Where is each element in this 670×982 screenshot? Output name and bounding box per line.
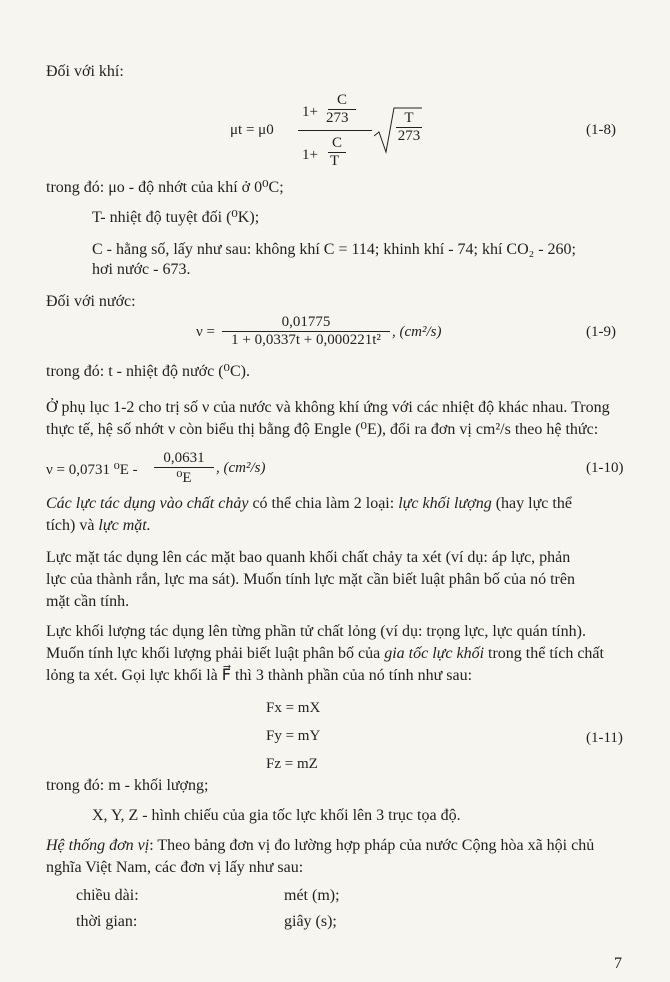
unit-name-time: thời gian:	[76, 913, 138, 930]
eq111-fz: Fz = mZ	[266, 756, 318, 772]
gas-intro: Đối với khí:	[46, 63, 124, 80]
page-number: 7	[614, 955, 622, 972]
eq18-fraction: 1+ C 273 1+ C T	[298, 92, 372, 171]
paragraph-3-line-3: mặt cần tính.	[46, 593, 130, 610]
where-line-3: trong đó: m - khối lượng;	[46, 777, 209, 794]
eq19-number: (1-9)	[586, 324, 616, 340]
paragraph-2-line-2: tích) và lực mặt.	[46, 517, 151, 534]
paragraph-4-line-1: Lực khối lượng tác dụng lên từng phần tử chất lỏng (ví dụ: trọng lực, lực quán tính).	[46, 623, 586, 640]
eq18-number: (1-8)	[586, 122, 616, 138]
paragraph-3-line-2: lực của thành rắn, lực ma sát). Muốn tính lực mặt cần biết luật phân bố của nó trên	[46, 571, 575, 588]
eq110-number: (1-10)	[586, 460, 624, 476]
paragraph-1-line-2: thực tế, hệ số nhớt ν còn biểu thị bằng độ Engle (⁰E), đổi ra đơn vị cm²/s theo hệ thức:	[46, 421, 599, 438]
paragraph-5-line-1: Hệ thống đơn vị: Theo bảng đơn vị đo lường hợp pháp của nước Cộng hòa xã hội chủ	[46, 837, 595, 854]
document-page: Đối với khí: μt = μ0 1+ C 273 1+ C T T 273 (1-8) trong đó: μo - độ nhớt của khí ở 0⁰C; T- nhiệt độ tuyệt đối (⁰K); C - hằng số, lấy như sau: không khí C = 114; khinh khí - 74; khí CO₂ - 260; hơi nước - 673. Đối với nước: ν = $\frac{0,01775}{\text{1 + 0,0337t + 0,000221t²}}$ , (cm²/s) (1-9) trong đó: t - nhiệt độ nước (⁰C). Ở phụ lục 1-2 cho trị số ν của nước và không khí ứng với các nhiệt độ khác nhau. Trong thực tế, hệ số nhớt ν còn biểu thị bằng độ Engle (⁰E), đổi ra đơn vị cm²/s theo hệ thức: ν = 0,0731 ⁰E - 0,0631 ⁰E , (cm²/s) (1-10) Các lực tác dụng vào chất chảy có thể chia làm 2 loại: lực khối lượng (hay lực thể tích) và lực mặt. Lực mặt tác dụng lên các mặt bao quanh khối chất chảy ta xét (ví dụ: áp lực, phản lực của thành rắn, lực ma sát). Muốn tính lực mặt cần biết luật phân bố của nó trên mặt cần tính. Lực khối lượng tác dụng lên từng phần tử chất lỏng (ví dụ: trọng lực, lực quán tính). Muốn tính lực khối lượng phải biết luật phân bố của gia tốc lực khối trong thể tích chất lỏng ta xét. Gọi lực khối là F⃗ thì 3 thành phần của nó tính như sau: Fx = mX Fy = mY Fz = mZ (1-11) trong đó: m - khối lượng; X, Y, Z - hình chiếu của gia tốc lực khối lên 3 trục tọa độ. Hệ thống đơn vị: Theo bảng đơn vị đo lường hợp pháp của nước Cộng hòa xã hội chủ nghĩa Việt Nam, các đơn vị lấy như sau: chiều dài: mét (m); thời gian: giây (s); 7	[46, 63, 624, 972]
c-definition-1: C - hằng số, lấy như sau: không khí C = 114; khinh khí - 74; khí CO₂ - 260;	[92, 241, 576, 258]
unit-name-length: chiều dài:	[76, 887, 139, 904]
paragraph-5-line-2: nghĩa Việt Nam, các đơn vị lấy như sau:	[46, 859, 304, 876]
where-line-1: trong đó: μo - độ nhớt của khí ở 0⁰C;	[46, 179, 284, 196]
water-intro: Đối với nước:	[46, 293, 136, 310]
eq18-lhs: μt = μ0	[230, 122, 274, 138]
unit-value-length: mét (m);	[284, 887, 340, 904]
eq111-number: (1-11)	[586, 730, 623, 746]
eq19-denominator: 1 + 0,0337t + 0,000221t²	[231, 332, 381, 348]
paragraph-2-line-1: Các lực tác dụng vào chất chảy có thể chia làm 2 loại: lực khối lượng (hay lực thể	[46, 495, 572, 512]
unit-value-time: giây (s);	[284, 913, 337, 930]
eq111-fy: Fy = mY	[266, 728, 321, 744]
eq18-sqrt-fraction: T 273	[397, 110, 421, 144]
paragraph-1-line-1: Ở phụ lục 1-2 cho trị số ν của nước và không khí ứng với các nhiệt độ khác nhau. Trong	[46, 399, 610, 416]
c-definition-2: hơi nước - 673.	[92, 261, 191, 278]
where-line-2: trong đó: t - nhiệt độ nước (⁰C).	[46, 363, 250, 380]
t-definition: T- nhiệt độ tuyệt đối (⁰K);	[92, 209, 260, 226]
paragraph-4-line-2: Muốn tính lực khối lượng phải biết luật phân bố của gia tốc lực khối trong thể tích chất	[46, 645, 604, 662]
eq111-fx: Fx = mX	[266, 700, 321, 716]
xyz-definition: X, Y, Z - hình chiếu của gia tốc lực khối lên 3 trục tọa độ.	[92, 807, 461, 824]
paragraph-3-line-1: Lực mặt tác dụng lên các mặt bao quanh khối chất chảy ta xét (ví dụ: áp lực, phản	[46, 549, 571, 566]
paragraph-4-line-3: lỏng ta xét. Gọi lực khối là F⃗ thì 3 thành phần của nó tính như sau:	[46, 667, 473, 684]
eq19-numerator: 0,01775	[222, 314, 390, 332]
